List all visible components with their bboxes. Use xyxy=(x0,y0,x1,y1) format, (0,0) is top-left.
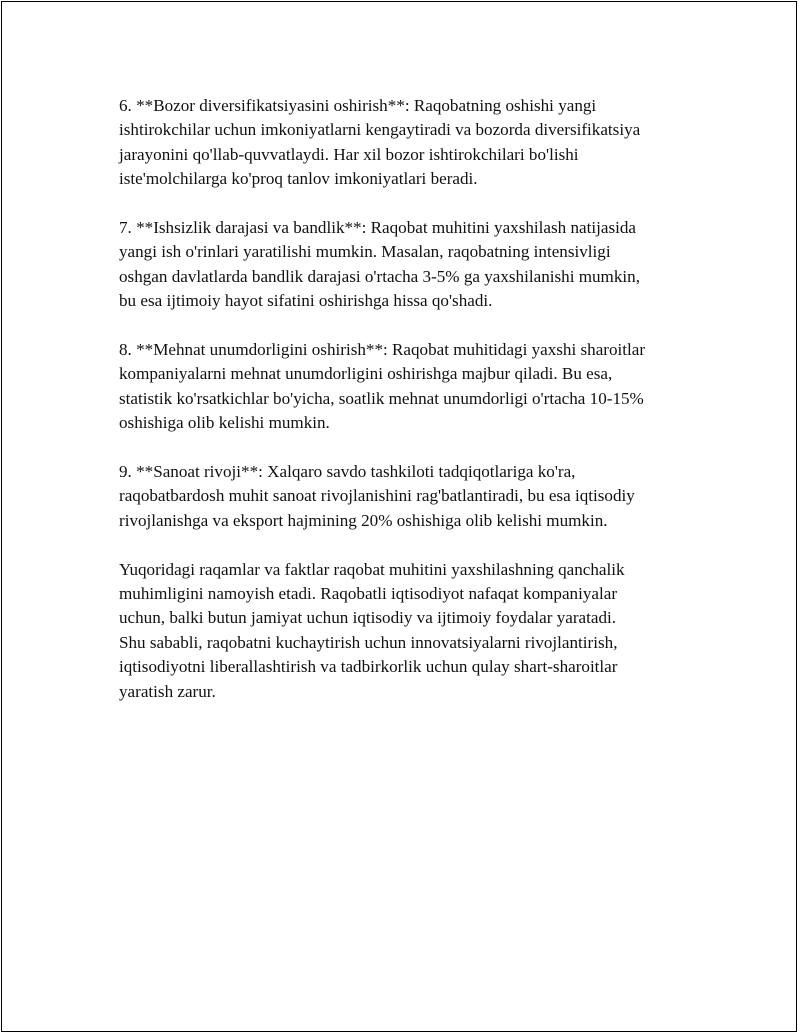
paragraph-employment xyxy=(119,216,709,314)
text-line: raqobatbardosh muhit sanoat rivojlanishini rag'batlantiradi, bu esa iqtisodiy xyxy=(119,486,635,506)
paragraph-market-diversification xyxy=(119,94,709,192)
text-line: ishtirokchilar uchun imkoniyatlarni kengaytiradi va bozorda diversifikatsiya xyxy=(119,120,641,140)
text-line: iqtisodiyotni liberallashtirish va tadbirkorlik uchun qulay shart-sharoitlar xyxy=(119,657,618,677)
paragraph-labor-productivity xyxy=(119,338,709,436)
paragraph-industry-development xyxy=(119,460,709,533)
paragraph-conclusion xyxy=(119,558,709,704)
text-line: muhimligini namoyish etadi. Raqobatli iqtisodiyot nafaqat kompaniyalar xyxy=(119,584,618,604)
text-line: 7. **Ishsizlik darajasi va bandlik**: Raqobat muhitini yaxshilash natijasida xyxy=(119,218,636,238)
text-line: Yuqoridagi raqamlar va faktlar raqobat muhitini yaxshilashning qanchalik xyxy=(119,559,625,579)
document-page xyxy=(1,1,797,1032)
text-line: oshgan davlatlarda bandlik darajasi o'rtacha 3-5% ga yaxshilanishi mumkin, xyxy=(119,266,640,286)
text-line: yangi ish o'rinlari yaratilishi mumkin. Masalan, raqobatning intensivligi xyxy=(119,242,611,262)
text-line: 6. **Bozor diversifikatsiyasini oshirish**: Raqobatning oshishi yangi xyxy=(119,96,597,115)
text-line: iste'molchilarga ko'proq tanlov imkoniyatlari beradi. xyxy=(119,169,478,189)
text-line: statistik ko'rsatkichlar bo'yicha, soatlik mehnat unumdorligi o'rtacha 10-15% xyxy=(119,388,644,408)
text-line: uchun, balki butun jamiyat uchun iqtisodiy va ijtimoiy foydalar yaratadi. xyxy=(119,608,617,628)
text-line: rivojlanishga va eksport hajmining 20% oshishiga olib kelishi mumkin. xyxy=(119,510,608,530)
text-line: oshishiga olib kelishi mumkin. xyxy=(119,413,330,433)
text-line: Shu sababli, raqobatni kuchaytirish uchun innovatsiyalarni rivojlantirish, xyxy=(119,632,618,652)
text-line: kompaniyalarni mehnat unumdorligini oshirishga majbur qiladi. Bu esa, xyxy=(119,364,613,384)
text-line: jarayonini qo'llab-quvvatlaydi. Har xil bozor ishtirokchilari bo'lishi xyxy=(119,144,579,164)
text-line: yaratish zarur. xyxy=(119,681,216,701)
document-body xyxy=(119,94,709,728)
text-line: 8. **Mehnat unumdorligini oshirish**: Raqobat muhitidagi yaxshi sharoitlar xyxy=(119,340,646,360)
text-line: 9. **Sanoat rivoji**: Xalqaro savdo tashkiloti tadqiqotlariga ko'ra, xyxy=(119,462,576,482)
text-line: bu esa ijtimoiy hayot sifatini oshirishga hissa qo'shadi. xyxy=(119,291,493,311)
